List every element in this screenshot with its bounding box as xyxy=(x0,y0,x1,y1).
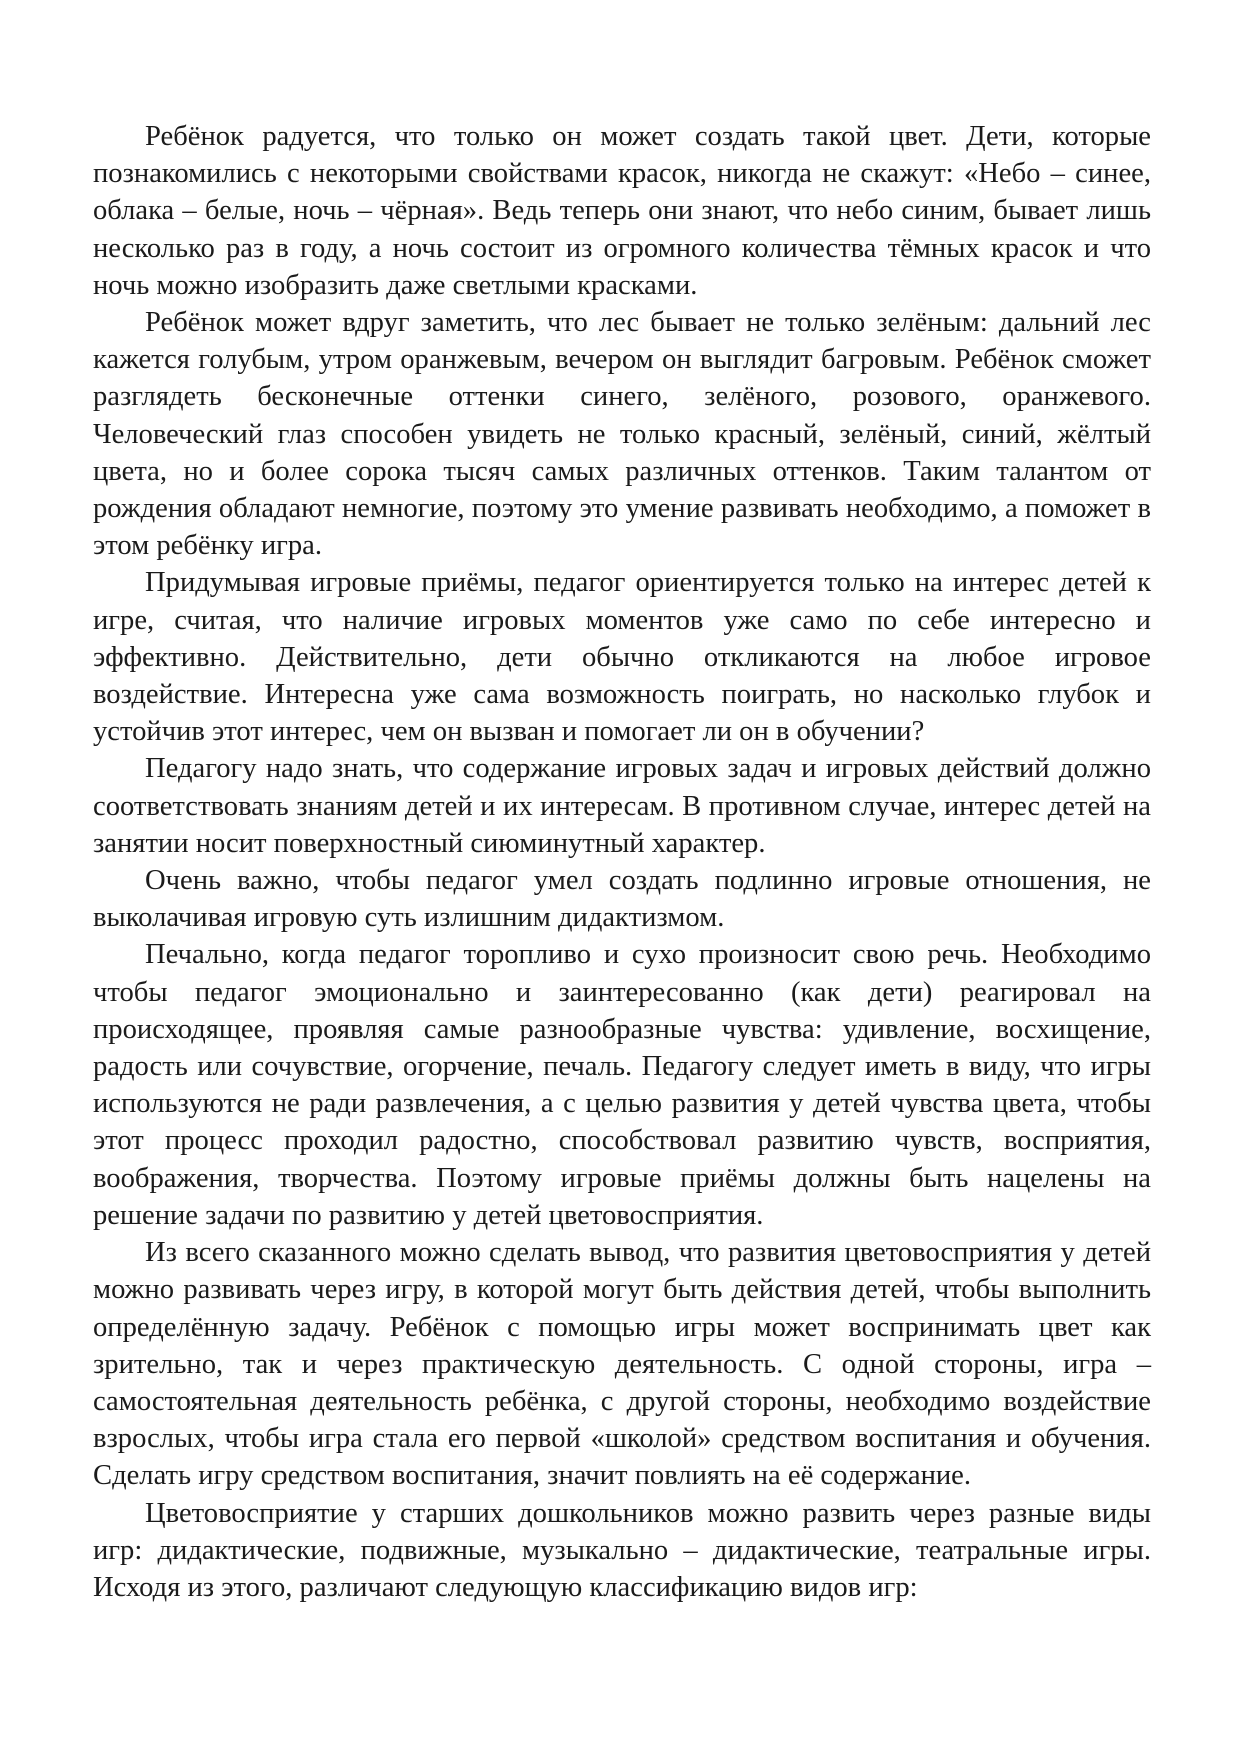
paragraph: Цветовосприятие у старших дошкольников можно развить через разные виды игр: дидактические, подвижные, музыкально – дидактические, театральные игры. Исходя из этого, различают следующую классификацию видов игр: xyxy=(93,1497,1151,1603)
document-body xyxy=(93,118,1151,1606)
paragraph: Очень важно, чтобы педагог умел создать подлинно игровые отношения, не выколачивая игровую суть излишним дидактизмом. xyxy=(93,865,1151,934)
paragraph: Придумывая игровые приёмы, педагог ориентируется только на интерес детей к игре, считая, что наличие игровых моментов уже само по себе интересно и эффективно. Действительно, дети обычно откликаются на любое игровое воздействие. Интересна уже сама возможность поиграть, но насколько глубок и устойчив этот интерес, чем он вызван и помогает ли он в обучении? xyxy=(93,567,1151,748)
paragraph: Ребёнок может вдруг заметить, что лес бывает не только зелёным: дальний лес кажется голубым, утром оранжевым, вечером он выглядит багровым. Ребёнок сможет разглядеть бесконечные оттенки синего, зелёного, розового, оранжевого. Человеческий глаз способен увидеть не только красный, зелёный, синий, жёлтый цвета, но и более сорока тысяч самых различных оттенков. Таким талантом от рождения обладают немногие, поэтому это умение развивать необходимо, а поможет в этом ребёнку игра. xyxy=(93,307,1151,562)
paragraph: Ребёнок радуется, что только он может создать такой цвет. Дети, которые познакомились с некоторыми свойствами красок, никогда не скажут: «Небо – синее, облака – белые, ночь – чёрная». Ведь теперь они знают, что небо синим, бывает лишь несколько раз в году, а ночь состоит из огромного количества тёмных красок и что ночь можно изобразить даже светлыми красками. xyxy=(93,121,1151,301)
paragraph: Из всего сказанного можно сделать вывод, что развития цветовосприятия у детей можно развивать через игру, в которой могут быть действия детей, чтобы выполнить определённую задачу. Ребёнок с помощью игры может воспринимать цвет как зрительно, так и через практическую деятельность. С одной стороны, игра – самостоятельная деятельность ребёнка, с другой стороны, необходимо воздействие взрослых, чтобы игра стала его первой «школой» средством воспитания и обучения. Сделать игру средством воспитания, значит повлиять на её содержание. xyxy=(93,1237,1151,1492)
paragraph: Печально, когда педагог торопливо и сухо произносит свою речь. Необходимо чтобы педагог эмоционально и заинтересованно (как дети) реагировал на происходящее, проявляя самые разнообразные чувства: удивление, восхищение, радость или сочувствие, огорчение, печаль. Педагогу следует иметь в виду, что игры используются не ради развлечения, а с целью развития у детей чувства цвета, чтобы этот процесс проходил радостно, способствовал развитию чувств, восприятия, воображения, творчества. Поэтому игровые приёмы должны быть нацелены на решение задачи по развитию у детей цветовосприятия. xyxy=(93,939,1151,1231)
paragraph: Педагогу надо знать, что содержание игровых задач и игровых действий должно соответствовать знаниям детей и их интересам. В противном случае, интерес детей на занятии носит поверхностный сиюминутный характер. xyxy=(93,753,1151,859)
